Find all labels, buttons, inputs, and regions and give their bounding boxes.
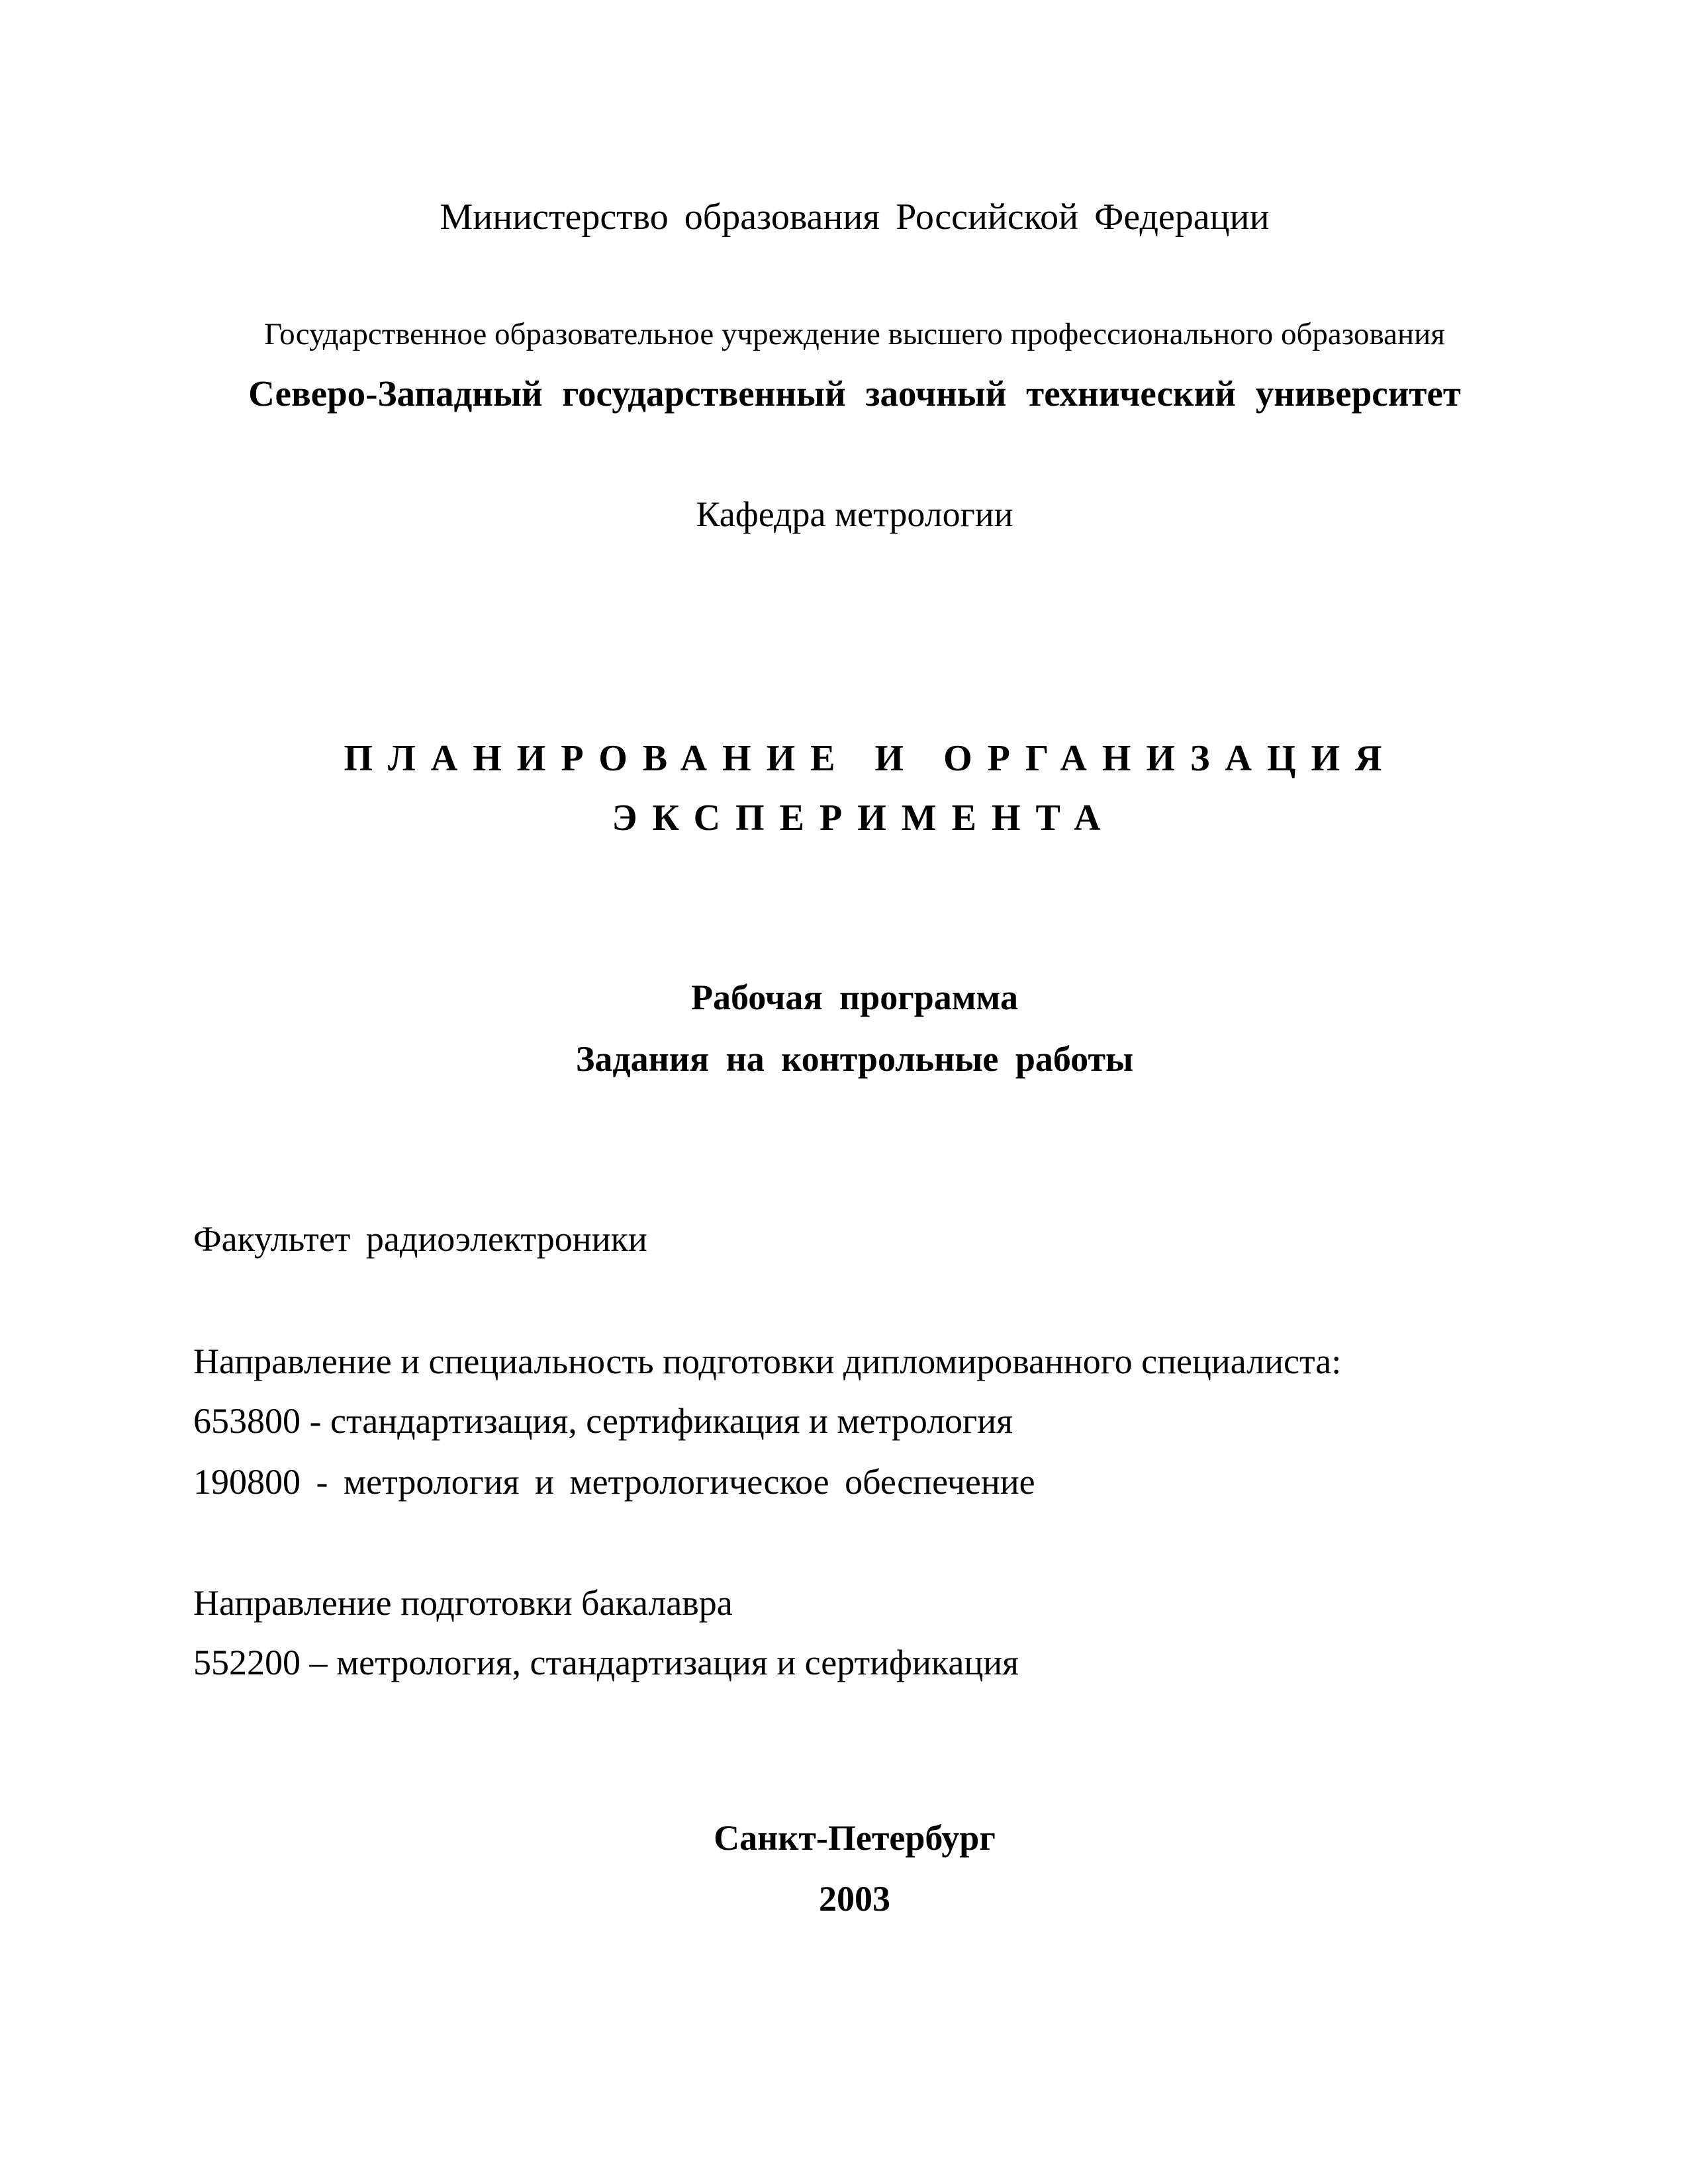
document-title-line-1: ПЛАНИРОВАНИЕ И ОРГАНИЗАЦИЯ <box>344 738 1397 779</box>
bachelor-direction-heading: Направление подготовки бакалавра <box>193 1583 733 1623</box>
specialty-line-2: 190800 - метрология и метрологическое обеспечение <box>193 1462 1035 1502</box>
subtitle-line-2: Задания на контрольные работы <box>575 1039 1134 1079</box>
specialty-line-1: 653800 - стандартизация, сертификация и метрология <box>193 1401 1013 1441</box>
bachelor-specialty-line: 552200 – метрология, стандартизация и сертификация <box>193 1643 1019 1682</box>
university-name: Северо-Западный государственный заочный технический университет <box>248 373 1461 414</box>
year-line: 2003 <box>819 1879 890 1919</box>
document-title-line-2: ЭКСПЕРИМЕНТА <box>612 797 1116 839</box>
ministry-line: Министерство образования Российской Федерации <box>440 197 1270 238</box>
city-line: Санкт-Петербург <box>714 1818 996 1858</box>
faculty-line: Факультет радиоэлектроники <box>193 1219 647 1259</box>
department-name: Кафедра метрологии <box>696 494 1013 534</box>
specialist-direction-heading: Направление и специальность подготовки дипломированного специалиста: <box>193 1342 1342 1381</box>
institution-line: Государственное образовательное учреждение высшего профессионального образования <box>264 317 1445 351</box>
subtitle-line-1: Рабочая программа <box>691 978 1018 1017</box>
